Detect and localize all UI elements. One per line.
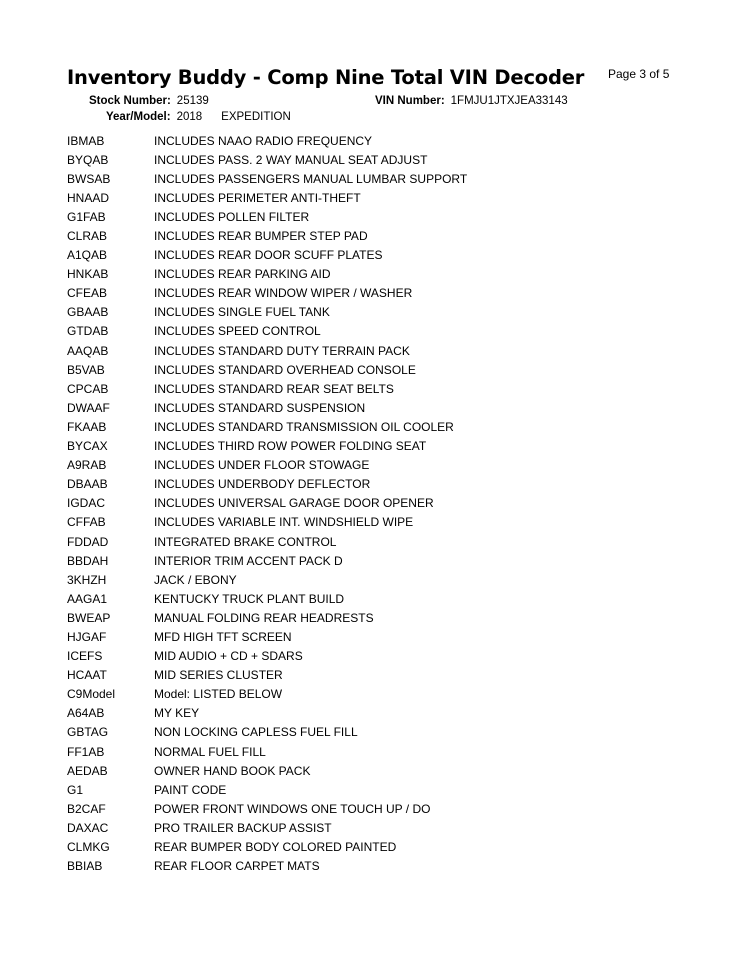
option-row <box>67 131 467 150</box>
option-row <box>67 799 467 818</box>
option-description: INCLUDES STANDARD TRANSMISSION OIL COOLER <box>154 419 454 434</box>
option-description: INCLUDES POLLEN FILTER <box>154 209 310 224</box>
option-description: INCLUDES VARIABLE INT. WINDSHIELD WIPE <box>154 515 414 530</box>
option-description: MANUAL FOLDING REAR HEADRESTS <box>154 610 374 625</box>
option-description: INCLUDES REAR PARKING AID <box>154 267 331 282</box>
option-code: GTDAB <box>67 324 109 339</box>
option-row <box>67 246 467 265</box>
option-code: FKAAB <box>67 419 107 434</box>
option-description: INCLUDES PERIMETER ANTI-THEFT <box>154 190 361 205</box>
option-row <box>67 150 467 169</box>
option-description: PRO TRAILER BACKUP ASSIST <box>154 820 332 835</box>
option-description: INCLUDES REAR BUMPER STEP PAD <box>154 229 368 244</box>
option-description: INCLUDES PASS. 2 WAY MANUAL SEAT ADJUST <box>154 152 428 167</box>
option-row <box>67 666 467 685</box>
option-code: B5VAB <box>67 362 105 377</box>
option-description: INCLUDES PASSENGERS MANUAL LUMBAR SUPPORT <box>154 171 468 186</box>
option-code: BBIAB <box>67 859 103 874</box>
option-row <box>67 685 467 704</box>
option-description: INCLUDES SINGLE FUEL TANK <box>154 305 330 320</box>
option-code: HCAAT <box>67 668 107 683</box>
option-row <box>67 837 467 856</box>
option-description: KENTUCKY TRUCK PLANT BUILD <box>154 591 345 606</box>
option-description: INTERIOR TRIM ACCENT PACK D <box>154 553 343 568</box>
vin-number <box>375 95 568 107</box>
option-row <box>67 379 467 398</box>
option-row <box>67 532 467 551</box>
option-description: INCLUDES THIRD ROW POWER FOLDING SEAT <box>154 439 427 454</box>
option-description: INCLUDES STANDARD REAR SEAT BELTS <box>154 381 394 396</box>
option-row <box>67 207 467 226</box>
option-description: INCLUDES STANDARD OVERHEAD CONSOLE <box>154 362 416 377</box>
option-description: MID SERIES CLUSTER <box>154 668 283 683</box>
option-code: GBAAB <box>67 305 109 320</box>
option-row <box>67 456 467 475</box>
option-description: Model: LISTED BELOW <box>154 687 283 702</box>
option-row <box>67 398 467 417</box>
option-code: BWSAB <box>67 171 111 186</box>
option-row <box>67 551 467 570</box>
option-code: A64AB <box>67 706 105 721</box>
option-code: AAGA1 <box>67 591 108 606</box>
option-code: AAQAB <box>67 343 109 358</box>
option-row <box>67 761 467 780</box>
option-description: NORMAL FUEL FILL <box>154 744 266 759</box>
option-row <box>67 857 467 876</box>
option-code: A1QAB <box>67 248 108 263</box>
option-description: NON LOCKING CAPLESS FUEL FILL <box>154 725 358 740</box>
option-row <box>67 475 467 494</box>
option-code: C9Model <box>67 687 116 702</box>
option-code: HJGAF <box>67 629 107 644</box>
option-row <box>67 322 467 341</box>
option-code: CLRAB <box>67 229 108 244</box>
option-code: DWAAF <box>67 400 110 415</box>
option-row <box>67 360 467 379</box>
option-row <box>67 265 467 284</box>
option-row <box>67 494 467 513</box>
option-description: MFD HIGH TFT SCREEN <box>154 629 292 644</box>
vin-number-label: VIN Number: <box>375 95 445 107</box>
option-description: POWER FRONT WINDOWS ONE TOUCH UP / DO <box>154 801 431 816</box>
option-description: INCLUDES UNIVERSAL GARAGE DOOR OPENER <box>154 496 434 511</box>
option-description: INCLUDES UNDER FLOOR STOWAGE <box>154 458 370 473</box>
option-row <box>67 303 467 322</box>
option-row <box>67 627 467 646</box>
option-code: HNKAB <box>67 267 109 282</box>
option-code: CFEAB <box>67 286 108 301</box>
option-code: BBDAH <box>67 553 109 568</box>
option-code: DAXAC <box>67 820 109 835</box>
page-title: Inventory Buddy - Comp Nine Total VIN Decoder <box>67 66 585 89</box>
option-code: AEDAB <box>67 763 108 778</box>
option-code: GBTAG <box>67 725 109 740</box>
option-description: JACK / EBONY <box>154 572 237 587</box>
stock-number-label: Stock Number: <box>89 95 171 107</box>
option-code: FDDAD <box>67 534 109 549</box>
option-row <box>67 417 467 436</box>
option-code: IBMAB <box>67 133 105 148</box>
stock-number-value: 25139 <box>176 95 209 107</box>
option-row <box>67 780 467 799</box>
option-row <box>67 647 467 666</box>
option-code: G1 <box>67 782 84 797</box>
option-row <box>67 704 467 723</box>
option-code: DBAAB <box>67 477 108 492</box>
option-row <box>67 188 467 207</box>
year-model <box>106 111 291 123</box>
option-code: A9RAB <box>67 458 107 473</box>
option-description: REAR FLOOR CARPET MATS <box>154 859 320 874</box>
year-value: 2018 <box>176 111 203 123</box>
option-row <box>67 513 467 532</box>
option-code: CFFAB <box>67 515 106 530</box>
vin-number-value: 1FMJU1JTXJEA33143 <box>450 95 568 107</box>
option-description: INCLUDES REAR WINDOW WIPER / WASHER <box>154 286 413 301</box>
option-code: G1FAB <box>67 209 106 224</box>
stock-number <box>89 95 209 107</box>
option-description: INCLUDES STANDARD DUTY TERRAIN PACK <box>154 343 410 358</box>
option-code: ICEFS <box>67 649 103 664</box>
option-description: INCLUDES STANDARD SUSPENSION <box>154 400 366 415</box>
option-code: FF1AB <box>67 744 105 759</box>
option-code: IGDAC <box>67 496 106 511</box>
year-model-label: Year/Model: <box>106 111 171 123</box>
option-row <box>67 341 467 360</box>
model-value: EXPEDITION <box>221 111 291 123</box>
option-code: 3KHZH <box>67 572 107 587</box>
option-row <box>67 589 467 608</box>
option-code: CPCAB <box>67 381 109 396</box>
option-row <box>67 723 467 742</box>
option-description: PAINT CODE <box>154 782 227 797</box>
option-description: INCLUDES UNDERBODY DEFLECTOR <box>154 477 371 492</box>
option-row <box>67 437 467 456</box>
option-row <box>67 226 467 245</box>
page-number: Page 3 of 5 <box>608 67 670 81</box>
option-row <box>67 742 467 761</box>
option-code: B2CAF <box>67 801 106 816</box>
option-code: BYQAB <box>67 152 109 167</box>
option-code: BWEAP <box>67 610 111 625</box>
option-row <box>67 818 467 837</box>
option-description: REAR BUMPER BODY COLORED PAINTED <box>154 840 397 855</box>
option-row <box>67 284 467 303</box>
option-description: INCLUDES SPEED CONTROL <box>154 324 321 339</box>
option-code: HNAAD <box>67 190 110 205</box>
option-code-list <box>67 131 467 876</box>
option-description: INCLUDES NAAO RADIO FREQUENCY <box>154 133 373 148</box>
option-description: MY KEY <box>154 706 200 721</box>
option-description: INTEGRATED BRAKE CONTROL <box>154 534 337 549</box>
option-code: BYCAX <box>67 439 108 454</box>
option-row <box>67 608 467 627</box>
option-code: CLMKG <box>67 840 110 855</box>
option-description: INCLUDES REAR DOOR SCUFF PLATES <box>154 248 383 263</box>
option-description: MID AUDIO + CD + SDARS <box>154 649 303 664</box>
option-row <box>67 169 467 188</box>
option-description: OWNER HAND BOOK PACK <box>154 763 311 778</box>
option-row <box>67 570 467 589</box>
